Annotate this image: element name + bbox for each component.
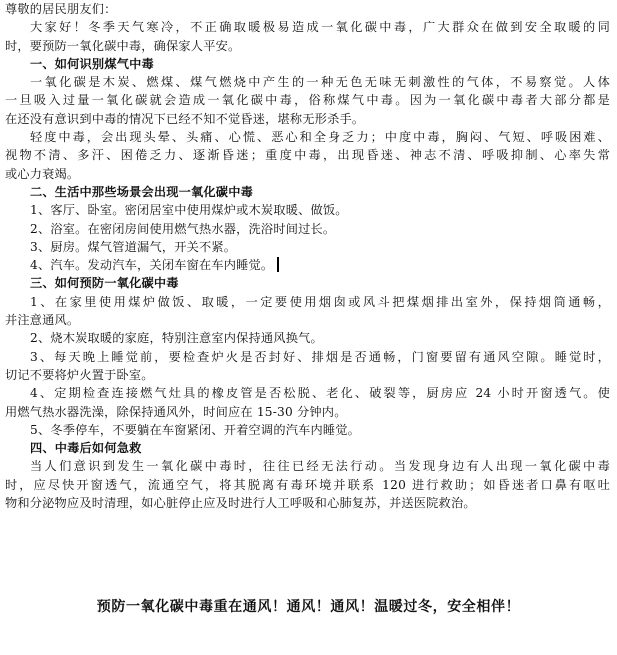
paragraph-line: 轻度中毒，会出现头晕、头痛、心慌、恶心和全身乏力；中度中毒，胸闷、气短、呼吸困难、 [30,130,610,145]
paragraph-line: 当人们意识到发生一氧化碳中毒时，往往已经无法行动。当发现身边有人出现一氧化碳中毒 [30,459,610,474]
list-item: 用燃气热水器洗澡，除保持通风外，时间应在 15-30 分钟内。 [5,404,347,419]
greeting: 尊敬的居民朋友们： [5,2,117,16]
intro-line: 大家好！冬季天气寒冷，不正确取暖极易造成一氧化碳中毒，广大群众在做到安全取暖的同 [30,20,610,35]
list-item: 2、烧木炭取暖的家庭，特别注意室内保持通风换气。 [30,331,323,346]
section-heading: 一、如何识别煤气中毒 [30,56,154,71]
list-item: 4、定期检查连接燃气灶具的橡皮管是否松脱、老化、破裂等，厨房应 24 小时开窗透气。使 [30,386,610,401]
list-item: 2、浴室。在密闭房间使用燃气热水器，洗浴时间过长。 [30,221,336,236]
paragraph-line: 在还没有意识到中毒的情况下已经不知不觉昏迷，堪称无形杀手。 [5,111,365,126]
list-item: 3、厨房。煤气管道漏气，开关不紧。 [30,239,237,254]
paragraph-line: 时，应尽快开窗透气，流通空气，将其脱离有毒环境并联系 120 进行救助；如昏迷者口鼻有呕吐 [5,477,610,492]
list-item: 5、冬季停车，不要躺在车窗紧闭、开着空调的汽车内睡觉。 [30,422,361,437]
list-item: 3、每天晚上睡觉前，要检查炉火是否封好、排烟是否通畅，门窗要留有通风空隙。睡觉时， [30,349,610,364]
paragraph-line: 一旦吸入过量一氧化碳就会造成一氧化碳中毒，俗称煤气中毒。因为一氧化碳中毒者大部分都是 [5,93,610,108]
section-heading: 三、如何预防一氧化碳中毒 [30,276,179,291]
intro-line: 时，要预防一氧化碳中毒，确保家人平安。 [5,38,241,53]
footer-slogan: 预防一氧化碳中毒重在通风！通风！通风！温暖过冬，安全相伴！ [96,599,521,615]
text-cursor [277,257,279,272]
list-item: 1、在家里使用煤炉做饭、取暖，一定要使用烟囱或风斗把煤烟排出室外，保持烟筒通畅， [30,294,610,309]
list-item: 切记不要将炉火置于卧室。 [5,367,154,382]
paragraph-line: 一氧化碳是木炭、燃煤、煤气燃烧中产生的一种无色无味无刺激性的气体，不易察觉。人体 [30,75,610,90]
section-heading: 二、生活中那些场景会出现一氧化碳中毒 [30,184,253,199]
list-item-text: 4、汽车。发动汽车，关闭车窗在车内睡觉。 [30,258,274,273]
list-item[interactable] [5,256,610,274]
paragraph-line: 视物不清、多汗、困倦乏力、逐渐昏迷；重度中毒，出现昏迷、神志不清、呼吸抑制、心率失常 [5,148,610,163]
section-heading: 四、中毒后如何急救 [30,441,142,456]
paragraph-line: 物和分泌物应及时清理，如心脏停止应及时进行人工呼吸和心肺复苏，并送医院救治。 [5,496,476,511]
list-item: 1、客厅、卧室。密闭居室中使用煤炉或木炭取暖、做饭。 [30,203,348,218]
paragraph-line: 或心力衰竭。 [5,166,80,181]
list-item: 并注意通风。 [5,313,80,328]
document-body [5,0,610,512]
